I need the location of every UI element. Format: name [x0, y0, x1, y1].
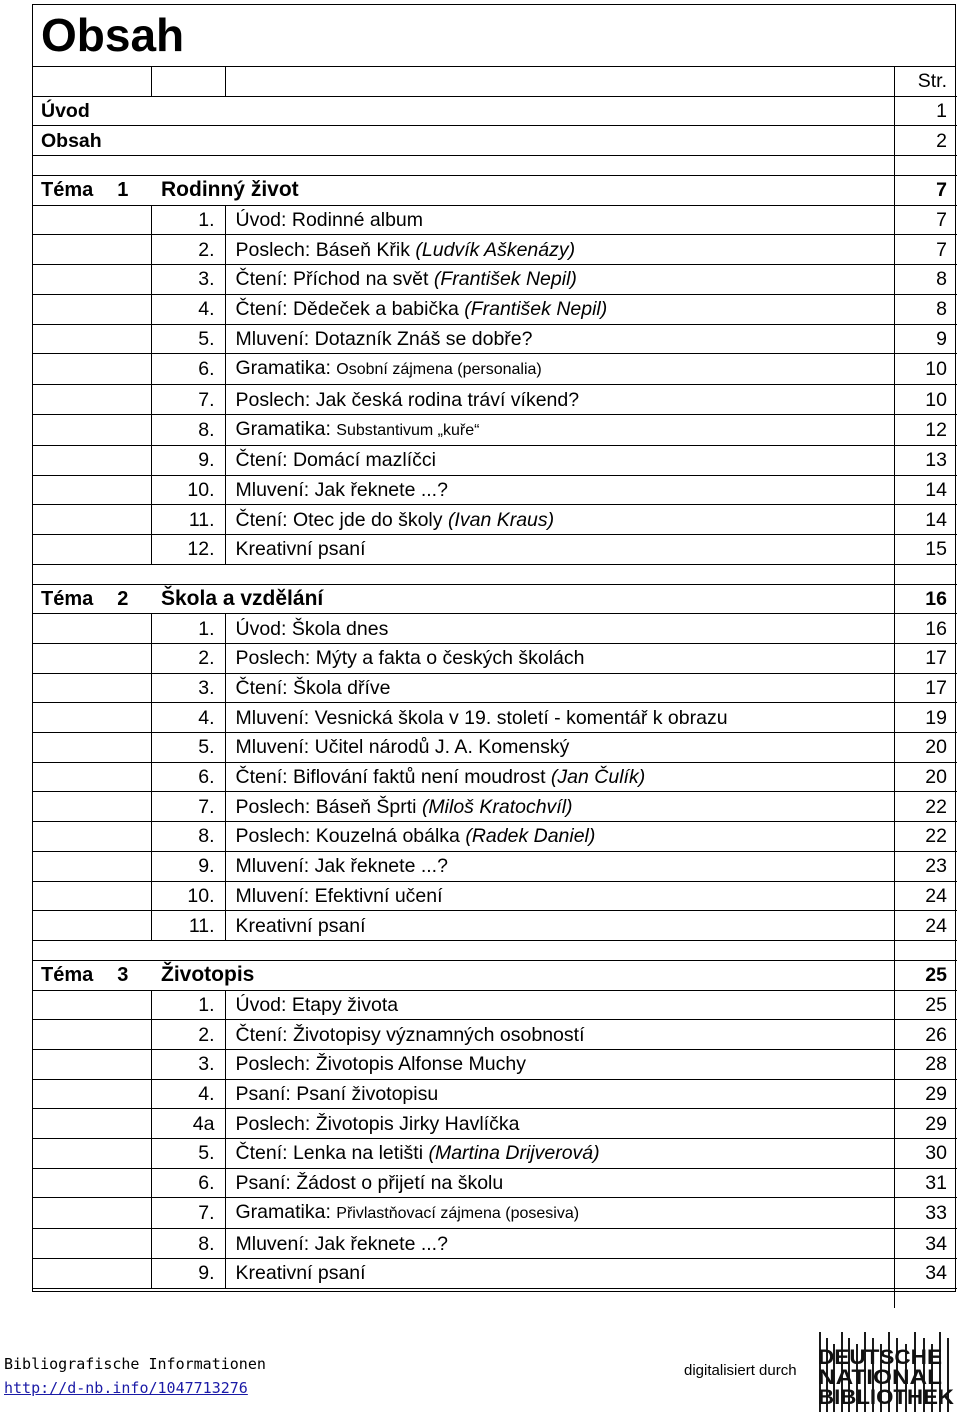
entry-title — [225, 644, 894, 674]
entry-number: 9. — [151, 851, 225, 881]
entry-text: Úvod: Etapy života — [235, 993, 399, 1016]
toc-entry-row — [33, 385, 957, 415]
cell-empty — [33, 67, 151, 96]
toc-entry-row — [33, 1139, 957, 1169]
entry-page: 12 — [894, 414, 957, 445]
page-title: Obsah — [41, 9, 185, 61]
cell-empty — [33, 1109, 151, 1139]
toc-entry-row — [33, 534, 957, 564]
entry-number: 7. — [151, 792, 225, 822]
title-box — [33, 5, 955, 67]
cell-empty — [33, 762, 151, 792]
entry-number: 4. — [151, 294, 225, 324]
toc-entry-row — [33, 881, 957, 911]
toc-entry-row — [33, 911, 957, 941]
entry-page: 34 — [894, 1259, 957, 1289]
cell-empty — [33, 990, 151, 1020]
entry-number: 1. — [151, 990, 225, 1020]
entry-number: 11. — [151, 911, 225, 941]
dnb-logo-line-1: DEUTSCHE — [818, 1346, 942, 1369]
entry-text: Mluvení: Dotazník Znáš se dobře? — [235, 327, 533, 350]
cell-empty — [33, 1020, 151, 1050]
digitized-by-label: digitalisiert durch — [684, 1362, 797, 1379]
toc-entry-row — [33, 1198, 957, 1229]
entry-number: 12. — [151, 534, 225, 564]
toc-entry-row — [33, 703, 957, 733]
entry-number: 6. — [151, 762, 225, 792]
entry-text: Gramatika: — [235, 357, 337, 380]
entry-title — [225, 1109, 894, 1139]
entry-page: 28 — [894, 1049, 957, 1079]
toc-entry-row — [33, 1168, 957, 1198]
toc-entry-row — [33, 265, 957, 295]
chapter-label — [33, 960, 151, 990]
toc-entry-row — [33, 673, 957, 703]
entry-page: 30 — [894, 1139, 957, 1169]
chapter-word: Téma — [41, 964, 94, 987]
chapter-title: Škola a vzdělání — [151, 584, 894, 614]
toc-entry-row — [33, 1049, 957, 1079]
entry-number: 8. — [151, 1229, 225, 1259]
entry-number: 10. — [151, 881, 225, 911]
entry-title — [225, 445, 894, 475]
entry-text: Mluvení: Učitel národů J. A. Komenský — [235, 736, 570, 759]
entry-number: 10. — [151, 475, 225, 505]
cell-empty — [33, 414, 151, 445]
entry-title — [225, 851, 894, 881]
entry-page: 24 — [894, 881, 957, 911]
chapter-label — [33, 584, 151, 614]
page-column-header: Str. — [894, 67, 957, 96]
entry-title — [225, 505, 894, 535]
entry-text: Čtení: Biflování faktů není moudrost — [235, 766, 551, 789]
entry-text: Psaní: Žádost o přijetí na školu — [235, 1172, 504, 1195]
spacer-row — [33, 1288, 957, 1308]
front-label: Úvod — [33, 96, 151, 126]
entry-title — [225, 881, 894, 911]
cell-empty — [33, 205, 151, 235]
entry-page: 13 — [894, 445, 957, 475]
spacer-row — [33, 564, 957, 584]
entry-page: 20 — [894, 762, 957, 792]
cell-empty — [33, 294, 151, 324]
entry-title — [225, 475, 894, 505]
cell-empty — [33, 1139, 151, 1169]
cell-empty — [33, 911, 151, 941]
entry-page: 23 — [894, 851, 957, 881]
toc-entry-row — [33, 205, 957, 235]
entry-page: 19 — [894, 703, 957, 733]
toc-entry-row — [33, 614, 957, 644]
entry-text: Mluvení: Efektivní učení — [235, 884, 443, 907]
dnb-logo-line-3: BIBLIOTHEK — [818, 1386, 954, 1409]
entry-text: Kreativní psaní — [235, 1262, 366, 1285]
cell-empty — [33, 1288, 894, 1308]
entry-title — [225, 762, 894, 792]
entry-page: 7 — [894, 205, 957, 235]
cell-empty — [225, 126, 894, 156]
chapter-word: Téma — [41, 587, 94, 610]
entry-text: Čtení: Dědeček a babička — [235, 298, 465, 321]
entry-author: (Miloš Kratochvíl) — [421, 795, 573, 818]
entry-number: 7. — [151, 1198, 225, 1229]
cell-empty — [894, 1288, 957, 1308]
entry-page: 20 — [894, 733, 957, 763]
toc-entry-row — [33, 792, 957, 822]
entry-page: 10 — [894, 354, 957, 385]
entry-number: 11. — [151, 505, 225, 535]
entry-page: 25 — [894, 990, 957, 1020]
entry-text: Kreativní psaní — [235, 538, 366, 561]
chapter-page: 16 — [894, 584, 957, 614]
entry-title — [225, 733, 894, 763]
entry-page: 17 — [894, 644, 957, 674]
entry-number: 7. — [151, 385, 225, 415]
entry-number: 5. — [151, 324, 225, 354]
entry-title — [225, 265, 894, 295]
entry-text: Mluvení: Vesnická škola v 19. století - komentář k obrazu — [235, 706, 728, 729]
cell-empty — [33, 564, 894, 584]
toc-entry-row — [33, 354, 957, 385]
toc-table — [33, 67, 957, 1308]
toc-entry-row — [33, 1079, 957, 1109]
entry-title — [225, 1020, 894, 1050]
entry-author: (Martina Drijverová) — [428, 1142, 600, 1165]
spacer-row — [33, 940, 957, 960]
entry-page: 10 — [894, 385, 957, 415]
toc-entry-row — [33, 1109, 957, 1139]
entry-title — [225, 1229, 894, 1259]
entry-number: 1. — [151, 614, 225, 644]
cell-empty — [33, 505, 151, 535]
cell-empty — [33, 1049, 151, 1079]
entry-subtext: Substantivum „kuře“ — [336, 421, 480, 439]
entry-number: 6. — [151, 354, 225, 385]
entry-page: 17 — [894, 673, 957, 703]
cell-empty — [33, 265, 151, 295]
chapter-number: 1 — [117, 179, 129, 202]
chapter-title: Rodinný život — [151, 176, 894, 206]
cell-empty — [894, 156, 957, 176]
entry-page: 33 — [894, 1198, 957, 1229]
entry-text: Čtení: Otec jde do školy — [235, 508, 448, 531]
cell-empty — [894, 940, 957, 960]
entry-text: Gramatika: — [235, 1201, 337, 1224]
entry-title — [225, 294, 894, 324]
cell-empty — [33, 1079, 151, 1109]
entry-title — [225, 1198, 894, 1229]
entry-title — [225, 703, 894, 733]
toc-entry-row — [33, 294, 957, 324]
entry-title — [225, 1079, 894, 1109]
entry-number: 2. — [151, 644, 225, 674]
cell-empty — [33, 354, 151, 385]
entry-title — [225, 673, 894, 703]
entry-text: Úvod: Škola dnes — [235, 617, 389, 640]
toc-sheet — [32, 4, 956, 1292]
entry-page: 29 — [894, 1079, 957, 1109]
entry-subtext: Přivlastňovací zájmena (posesiva) — [336, 1205, 580, 1223]
entry-title — [225, 534, 894, 564]
cell-empty — [151, 96, 225, 126]
cell-empty — [33, 940, 894, 960]
toc-entry-row — [33, 822, 957, 852]
entry-title — [225, 822, 894, 852]
toc-entry-row — [33, 644, 957, 674]
entry-number: 4a — [151, 1109, 225, 1139]
entry-text: Poslech: Jak česká rodina tráví víkend? — [235, 388, 580, 411]
entry-title — [225, 990, 894, 1020]
cell-empty — [33, 851, 151, 881]
cell-empty — [225, 67, 894, 96]
entry-title — [225, 1139, 894, 1169]
toc-entry-row — [33, 475, 957, 505]
cell-empty — [33, 703, 151, 733]
chapter-number: 3 — [117, 964, 129, 987]
chapter-word: Téma — [41, 179, 94, 202]
entry-page: 14 — [894, 505, 957, 535]
entry-title — [225, 205, 894, 235]
entry-page: 31 — [894, 1168, 957, 1198]
cell-empty — [33, 1259, 151, 1289]
entry-number: 3. — [151, 1049, 225, 1079]
toc-entry-row — [33, 990, 957, 1020]
entry-text: Kreativní psaní — [235, 914, 366, 937]
entry-subtext: Osobní zájmena (personalia) — [336, 361, 542, 379]
toc-entry-row — [33, 445, 957, 475]
entry-title — [225, 1259, 894, 1289]
entry-number: 3. — [151, 673, 225, 703]
entry-page: 24 — [894, 911, 957, 941]
entry-page: 26 — [894, 1020, 957, 1050]
entry-page: 7 — [894, 235, 957, 265]
entry-author: (František Nepil) — [433, 268, 577, 291]
entry-number: 1. — [151, 205, 225, 235]
entry-title — [225, 414, 894, 445]
entry-title — [225, 1049, 894, 1079]
chapter-row — [33, 960, 957, 990]
entry-title — [225, 792, 894, 822]
toc-entry-row — [33, 1020, 957, 1050]
entry-page: 14 — [894, 475, 957, 505]
chapter-title: Životopis — [151, 960, 894, 990]
chapter-page: 25 — [894, 960, 957, 990]
entry-title — [225, 354, 894, 385]
entry-page: 34 — [894, 1229, 957, 1259]
toc-body — [33, 67, 957, 1308]
entry-title — [225, 235, 894, 265]
cell-empty — [33, 733, 151, 763]
toc-entry-row — [33, 851, 957, 881]
entry-author: (Ivan Kraus) — [447, 508, 555, 531]
entry-author: (Ludvík Aškenázy) — [415, 238, 576, 261]
entry-number: 5. — [151, 733, 225, 763]
entry-text: Psaní: Psaní životopisu — [235, 1082, 439, 1105]
entry-text: Čtení: Životopisy významných osobností — [235, 1023, 585, 1046]
entry-title — [225, 1168, 894, 1198]
cell-empty — [33, 673, 151, 703]
entry-number: 9. — [151, 1259, 225, 1289]
footer-biblio — [4, 1352, 266, 1400]
chapter-row — [33, 584, 957, 614]
front-row-uvod — [33, 96, 957, 126]
dnb-logo — [818, 1330, 956, 1414]
cell-empty — [225, 96, 894, 126]
chapter-label — [33, 176, 151, 206]
entry-number: 2. — [151, 1020, 225, 1050]
spacer-row — [33, 156, 957, 176]
entry-text: Poslech: Mýty a fakta o českých školách — [235, 647, 585, 670]
entry-title — [225, 324, 894, 354]
cell-empty — [33, 324, 151, 354]
entry-page: 22 — [894, 792, 957, 822]
entry-number: 5. — [151, 1139, 225, 1169]
front-page: 1 — [894, 96, 957, 126]
cell-empty — [33, 881, 151, 911]
entry-number: 8. — [151, 822, 225, 852]
cell-empty — [33, 614, 151, 644]
entry-number: 4. — [151, 703, 225, 733]
toc-entry-row — [33, 505, 957, 535]
entry-text: Poslech: Kouzelná obálka — [235, 825, 466, 848]
entry-number: 8. — [151, 414, 225, 445]
entry-text: Úvod: Rodinné album — [235, 209, 424, 232]
chapter-number: 2 — [117, 587, 129, 610]
entry-title — [225, 911, 894, 941]
cell-empty — [33, 1168, 151, 1198]
entry-number: 2. — [151, 235, 225, 265]
entry-number: 6. — [151, 1168, 225, 1198]
header-row — [33, 67, 957, 96]
entry-text: Poslech: Báseň Šprti — [235, 795, 422, 818]
toc-entry-row — [33, 1229, 957, 1259]
entry-text: Poslech: Životopis Alfonse Muchy — [235, 1053, 526, 1076]
entry-text: Mluvení: Jak řeknete ...? — [235, 478, 448, 501]
cell-empty — [33, 644, 151, 674]
entry-text: Poslech: Báseň Křik — [235, 238, 416, 261]
entry-page: 29 — [894, 1109, 957, 1139]
toc-entry-row — [33, 235, 957, 265]
entry-page: 8 — [894, 294, 957, 324]
cell-empty — [33, 445, 151, 475]
cell-empty — [33, 156, 894, 176]
cell-empty — [894, 564, 957, 584]
chapter-row — [33, 176, 957, 206]
cell-empty — [33, 385, 151, 415]
entry-number: 9. — [151, 445, 225, 475]
cell-empty — [33, 534, 151, 564]
toc-entry-row — [33, 733, 957, 763]
entry-text: Čtení: Domácí mazlíčci — [235, 449, 436, 472]
toc-entry-row — [33, 1259, 957, 1289]
front-label: Obsah — [33, 126, 151, 156]
entry-number: 4. — [151, 1079, 225, 1109]
biblio-label: Bibliografische Informationen — [4, 1355, 266, 1373]
cell-empty — [151, 126, 225, 156]
cell-empty — [33, 475, 151, 505]
toc-entry-row — [33, 762, 957, 792]
entry-title — [225, 385, 894, 415]
front-page: 2 — [894, 126, 957, 156]
chapter-page: 7 — [894, 176, 957, 206]
entry-author: (František Nepil) — [464, 298, 608, 321]
entry-text: Čtení: Škola dříve — [235, 677, 391, 700]
entry-page: 16 — [894, 614, 957, 644]
cell-empty — [33, 1229, 151, 1259]
entry-text: Mluvení: Jak řeknete ...? — [235, 855, 448, 878]
entry-author: (Radek Daniel) — [465, 825, 596, 848]
entry-text: Gramatika: — [235, 417, 337, 440]
toc-entry-row — [33, 414, 957, 445]
entry-page: 9 — [894, 324, 957, 354]
entry-author: (Jan Čulík) — [550, 766, 646, 789]
cell-empty — [33, 235, 151, 265]
entry-text: Poslech: Životopis Jirky Havlíčka — [235, 1112, 520, 1135]
toc-entry-row — [33, 324, 957, 354]
dnb-logo-line-2: NATIONAL — [818, 1366, 943, 1389]
cell-empty — [33, 822, 151, 852]
entry-page: 22 — [894, 822, 957, 852]
biblio-link[interactable]: http://d-nb.info/1047713276 — [4, 1379, 248, 1397]
cell-empty — [33, 1198, 151, 1229]
entry-page: 8 — [894, 265, 957, 295]
entry-page: 15 — [894, 534, 957, 564]
entry-text: Čtení: Příchod na svět — [235, 268, 434, 291]
cell-empty — [33, 792, 151, 822]
cell-empty — [151, 67, 225, 96]
entry-title — [225, 614, 894, 644]
front-row-obsah — [33, 126, 957, 156]
entry-number: 3. — [151, 265, 225, 295]
entry-text: Čtení: Lenka na letišti — [235, 1142, 429, 1165]
entry-text: Mluvení: Jak řeknete ...? — [235, 1232, 448, 1255]
